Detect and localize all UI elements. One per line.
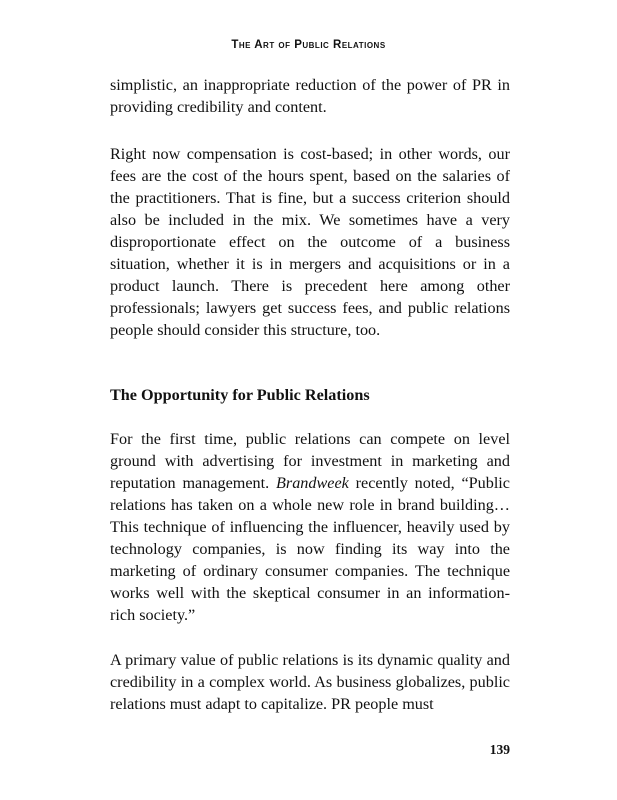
paragraph-primary-value: A primary value of public relations is its dynamic quality and credibility in a complex world. As business globalizes, public relations must adapt to capitalize. PR people must xyxy=(110,651,510,713)
page-number: 139 xyxy=(489,742,510,757)
paragraph-continuation: simplistic, an inappropriate reduction of the power of PR in providing credibility and content. xyxy=(110,76,510,116)
running-head: The Art of Public Relations xyxy=(231,39,386,51)
paragraph-opportunity xyxy=(110,428,510,626)
paragraph-opportunity-quote: recently noted, “Public relations has taken on a whole new role in brand building… This technique of influencing the influencer, heavily used by technology companies, is now finding its way into the marketing of ordinary consumer companies. The technique works well with the skeptical consumer in an information-rich society.” xyxy=(110,474,510,624)
paragraph-compensation: Right now compensation is cost-based; in other words, our fees are the cost of the hours spent, based on the salaries of the practitioners. That is fine, but a success criterion should also be included in the mix. We sometimes have a very disproportionate effect on the outcome of a business situation, whether it is in mergers and acquisitions or in a product launch. There is precedent here among other professionals; lawyers get success fees, and public relations people should consider this structure, too. xyxy=(110,145,510,339)
publication-title: Brandweek xyxy=(276,474,349,492)
paragraph-opportunity-lead: For the first time, public relations can compete on level ground with advertising for investment in marketing and reputation management. xyxy=(110,430,510,492)
section-heading: The Opportunity for Public Relations xyxy=(110,386,370,404)
